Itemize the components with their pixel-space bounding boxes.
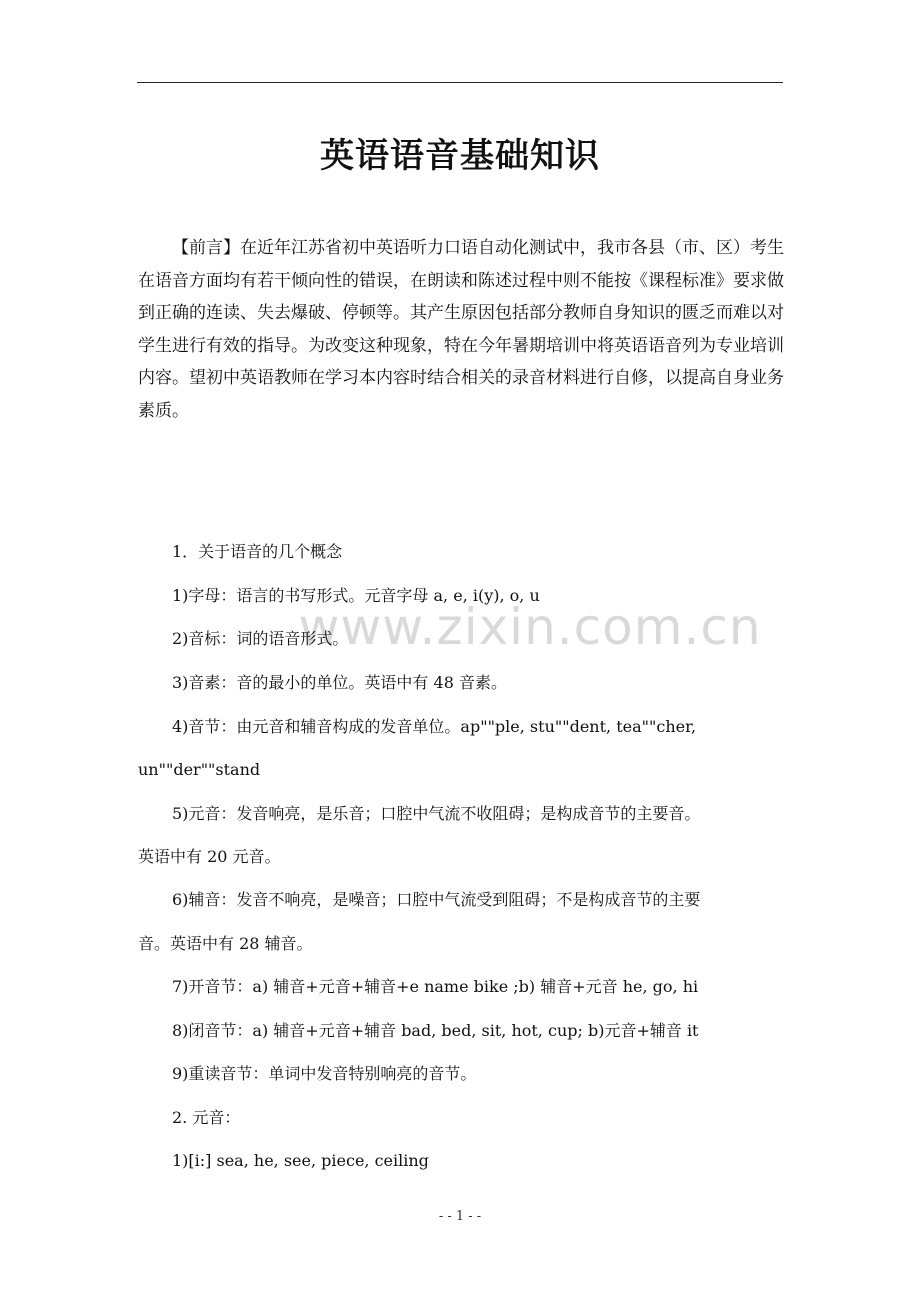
body-line: 6)辅音：发音不响亮，是噪音；口腔中气流受到阻碍；不是构成音节的主要 [172, 890, 701, 909]
body-line: 9)重读音节：单词中发音特别响亮的音节。 [172, 1064, 477, 1083]
header-rule [137, 82, 783, 83]
body-line: 3)音素：音的最小的单位。英语中有 48 音素。 [172, 673, 507, 692]
body-line: 1)[i:] sea, he, see, piece, ceiling [172, 1151, 429, 1170]
body-line: un""der""stand [138, 760, 261, 779]
body-line: 8)闭音节：a) 辅音+元音+辅音 bad, bed, sit, hot, cup; b)元音+辅音 it [172, 1021, 699, 1040]
document-title: 英语语音基础知识 [320, 136, 600, 176]
section-heading: 1．关于语音的几个概念 [172, 542, 343, 561]
section-heading: 2. 元音： [172, 1108, 241, 1127]
body-line: 5)元音：发音响亮，是乐音；口腔中气流不收阻碍；是构成音节的主要音。 [172, 804, 701, 823]
body-line: 7)开音节：a) 辅音+元音+辅音+e name bike ;b) 辅音+元音 he, go, hi [172, 977, 699, 996]
body-line: 4)音节：由元音和辅音构成的发音单位。ap""ple, stu""dent, tea""cher, [172, 717, 697, 736]
body-line: 音。英语中有 28 辅音。 [138, 934, 313, 953]
page-number: - - 1 - - [438, 1209, 482, 1224]
watermark: www.zixin.com.cn [298, 598, 762, 656]
body-line: 1)字母：语言的书写形式。元音字母 a, e, i(y), o, u [172, 586, 540, 605]
preface-paragraph: 【前言】在近年江苏省初中英语听力口语自动化测试中，我市各县（市、区）考生在语音方面均有若干倾向性的错误，在朗读和陈述过程中则不能按《课程标准》要求做到正确的连读、失去爆破、停顿等。其产生原因包括部分教师自身知识的匮乏而难以对学生进行有效的指导。为改变这种现象，特在今年暑期培训中将英语语音列为专业培训内容。望初中英语教师在学习本内容时结合相关的录音材料进行自修，以提高自身业务素质。 [138, 238, 784, 421]
body-line: 2)音标：词的语音形式。 [172, 629, 349, 648]
body-line: 英语中有 20 元音。 [138, 847, 281, 866]
